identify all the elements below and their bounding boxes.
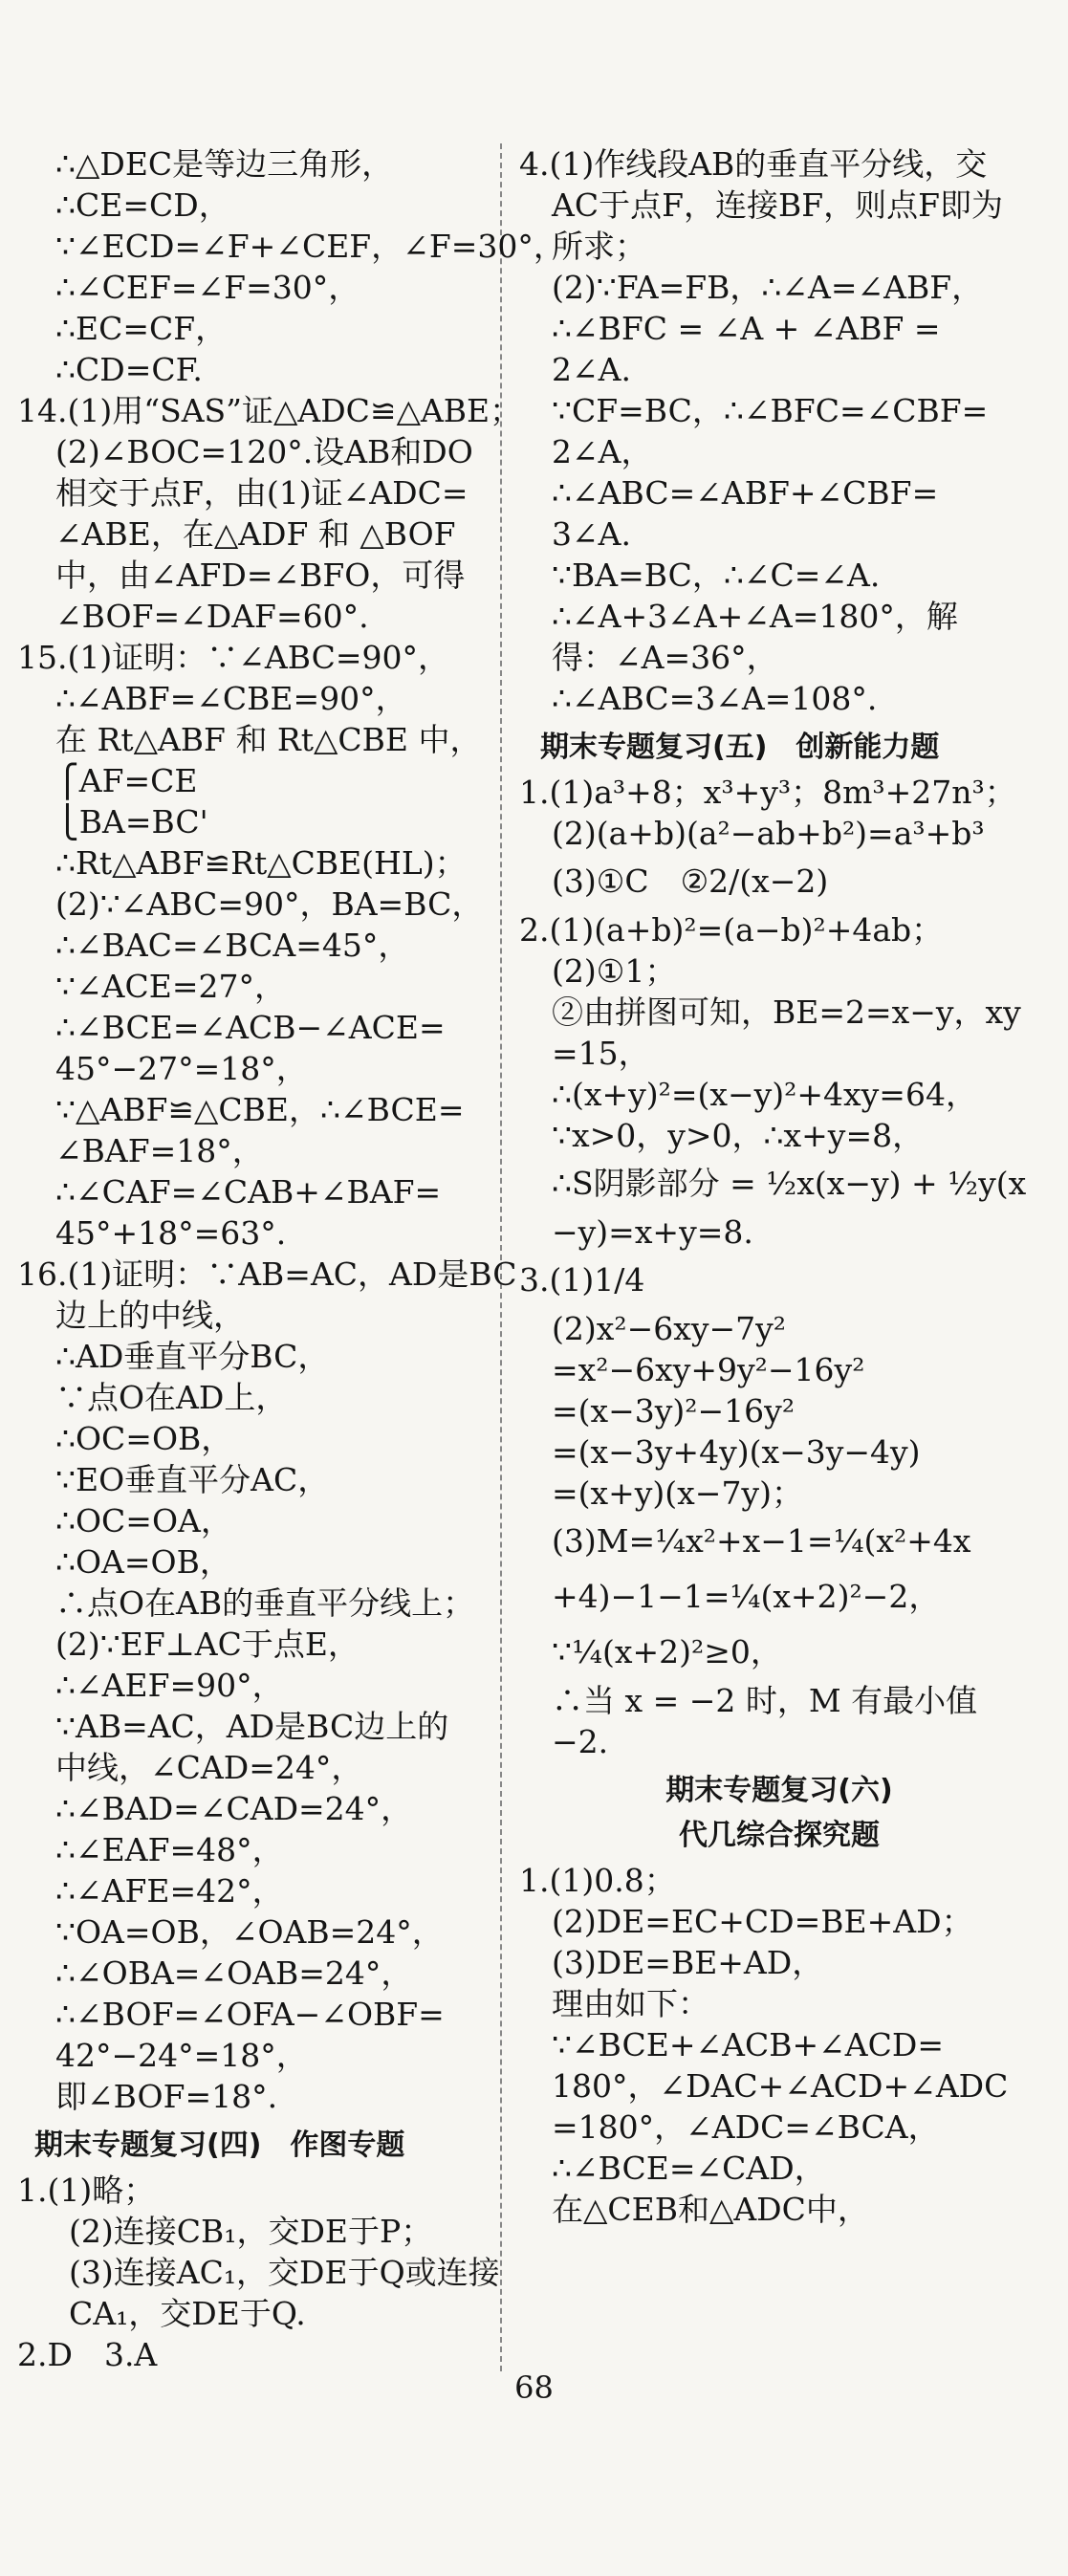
answer-line: (3)DE=BE+AD， <box>552 1944 824 1981</box>
section-heading-6-title: 期末专题复习(六) <box>665 1774 893 1807</box>
answer-line: ∠BAF=18°， <box>55 1132 264 1169</box>
answer-line: ∴(x+y)²=(x−y)²+4xy=64， <box>552 1076 977 1113</box>
section-heading-6-subtitle: 代几综合探究题 <box>679 1819 880 1852</box>
answer-line: ∴OC=OA， <box>55 1502 232 1539</box>
answer-line: =(x−3y)²−16y² <box>552 1392 796 1430</box>
answer-line: 45°+18°=63°. <box>55 1214 287 1252</box>
right-answer-lines-a <box>512 143 1047 719</box>
right-column <box>512 143 1047 2230</box>
answer-line: ∴∠BFC = ∠A + ∠ABF = <box>552 310 941 347</box>
answer-line: 相交于点F，由(1)证∠ADC= <box>55 474 469 512</box>
answer-line: ∵x>0，y>0，∴x+y=8， <box>552 1117 925 1154</box>
answer-line: 在 Rt△ABF 和 Rt△CBE 中， <box>55 721 482 758</box>
answer-line: ∴∠BAC=∠BCA=45°， <box>55 927 410 964</box>
answer-line: ∴∠ABC=∠ABF+∠CBF= <box>552 474 939 512</box>
answer-line: −2. <box>552 1723 609 1760</box>
answer-line: (2)DE=EC+CD=BE+AD； <box>552 1903 973 1940</box>
answer-line: ∴∠BAD=∠CAD=24°， <box>55 1790 413 1827</box>
answer-line: CA₁，交DE于Q. <box>69 2295 306 2332</box>
answer-line: 边上的中线， <box>55 1297 245 1334</box>
answer-line: ∴∠BCE=∠ACB−∠ACE= <box>55 1009 446 1046</box>
answer-line: 1.(1)a³+8；x³+y³；8m³+27n³； <box>519 774 1016 811</box>
answer-line: ∴∠OBA=∠OAB=24°， <box>55 1954 413 1992</box>
answer-line: ②由拼图可知，BE=2=x−y，xy <box>552 993 1021 1031</box>
answer-line: 2∠A. <box>552 351 631 388</box>
answer-line: ∴CE=CD， <box>55 186 230 224</box>
section-heading-4: 期末专题复习(四) 作图专题 <box>34 2128 405 2162</box>
answer-line: ∴CD=CF. <box>55 351 203 388</box>
answer-line: ∴∠BOF=∠OFA−∠OBF= <box>55 1996 445 2033</box>
answer-line: ∴当 x = −2 时，M 有最小值 <box>552 1682 978 1719</box>
answer-line: (2)∠BOC=120°.设AB和DO <box>55 433 473 470</box>
answer-line: ∴∠AFE=42°， <box>55 1872 284 1910</box>
answer-line: =15， <box>552 1035 650 1072</box>
answer-line: 2.D 3.A <box>17 2336 158 2373</box>
right-answer-lines-c <box>512 1860 1047 2230</box>
answer-line: 15.(1)证明：∵∠ABC=90°， <box>17 639 449 676</box>
answer-line: 在△CEB和△ADC中， <box>552 2191 869 2228</box>
answer-line: 45°−27°=18°， <box>55 1050 308 1087</box>
answer-line: ∴OA=OB， <box>55 1543 231 1581</box>
answer-line: 1.(1)0.8； <box>519 1862 676 1899</box>
answer-line: (3)连接AC₁，交DE于Q或连接 <box>69 2254 500 2291</box>
answer-line: (2)连接CB₁，交DE于P； <box>69 2213 433 2250</box>
answer-line: AC于点F，连接BF，则点F即为 <box>552 186 1004 224</box>
answer-line: ∵AB=AC，AD是BC边上的 <box>55 1708 449 1745</box>
answer-line: (3)M=¼x²+x−1=¼(x²+4x <box>552 1522 971 1560</box>
page-number: 68 <box>514 2369 554 2406</box>
answer-line: ∵EO垂直平分AC， <box>55 1461 330 1498</box>
answer-line: =(x+y)(x−7y)； <box>552 1474 803 1512</box>
answer-line: 得：∠A=36°， <box>552 639 778 676</box>
answer-line: ∵∠ACE=27°， <box>55 968 286 1005</box>
left-column <box>0 143 565 2375</box>
answer-line: 2∠A， <box>552 433 653 470</box>
answer-line: 4.(1)作线段AB的垂直平分线，交 <box>519 145 988 183</box>
answer-line: ∠BOF=∠DAF=60°. <box>55 598 369 635</box>
answer-line: (3)①C ②2/(x−2) <box>552 862 829 900</box>
answer-line: 2.(1)(a+b)²=(a−b)²+4ab； <box>519 911 944 949</box>
answer-line: 所求； <box>552 228 646 265</box>
answer-line: ∴Rt△ABF≌Rt△CBE(HL)； <box>55 844 467 882</box>
answer-line: ∴EC=CF， <box>55 310 228 347</box>
answer-line: ∴∠CAF=∠CAB+∠BAF= <box>55 1173 442 1211</box>
answer-line: ∵△ABF≌△CBE，∴∠BCE= <box>55 1091 465 1128</box>
answer-line: ∴∠CEF=∠F=30°， <box>55 269 360 306</box>
section-heading-5: 期末专题复习(五) 创新能力题 <box>540 731 940 764</box>
answer-line: ∠ABE，在△ADF 和 △BOF <box>55 515 456 553</box>
answer-line: 180°，∠DAC+∠ACD+∠ADC <box>552 2067 1009 2105</box>
answer-line: =180°，∠ADC=∠BCA， <box>552 2108 940 2146</box>
answer-line: 3.(1)1/4 <box>519 1261 645 1299</box>
answer-line: (2)∵EF⊥AC于点E， <box>55 1626 360 1663</box>
answer-line: ∴△DEC是等边三角形， <box>55 145 394 183</box>
left-answer-lines-after <box>0 2170 500 2375</box>
answer-line: ∵CF=BC，∴∠BFC=∠CBF= <box>552 392 989 429</box>
answer-line: =x²−6xy+9y²−16y² <box>552 1351 865 1388</box>
answer-line: ∴点O在AB的垂直平分线上； <box>55 1584 475 1622</box>
answer-line: 3∠A. <box>552 515 631 553</box>
answer-line: (2)①1； <box>552 952 677 990</box>
answer-line: ∵OA=OB，∠OAB=24°， <box>55 1913 444 1951</box>
answer-line: ∵BA=BC，∴∠C=∠A. <box>552 557 881 594</box>
answer-line: ⎩BA=BC' <box>55 803 208 840</box>
answer-line: ∴OC=OB， <box>55 1420 233 1457</box>
answer-line: ∴∠AEF=90°， <box>55 1667 284 1704</box>
answer-line: 16.(1)证明：∵AB=AC，AD是BC <box>17 1255 517 1293</box>
right-answer-lines-b <box>512 772 1047 1762</box>
answer-line: ∴∠A+3∠A+∠A=180°，解 <box>552 598 958 635</box>
answer-line: 中，由∠AFD=∠BFO，可得 <box>55 557 466 594</box>
answer-line: 即∠BOF=18°. <box>55 2078 278 2115</box>
answer-line: (2)x²−6xy−7y² <box>552 1310 787 1347</box>
answer-line: 42°−24°=18°， <box>55 2037 308 2074</box>
answer-line: 1.(1)略； <box>17 2172 156 2209</box>
answer-line: ∵点O在AD上， <box>55 1379 288 1416</box>
answer-line: (2)∵∠ABC=90°，BA=BC， <box>55 885 484 923</box>
answer-line: ∵∠BCE+∠ACB+∠ACD= <box>552 2026 944 2063</box>
answer-line: ∴∠EAF=48°， <box>55 1831 284 1868</box>
answer-line: (2)∵FA=FB，∴∠A=∠ABF， <box>552 269 984 306</box>
answer-line: =(x−3y+4y)(x−3y−4y) <box>552 1433 921 1471</box>
answer-line: ∵∠ECD=∠F+∠CEF，∠F=30°， <box>55 228 565 265</box>
answer-line: −y)=x+y=8. <box>552 1213 753 1251</box>
left-answer-lines <box>0 143 565 2117</box>
answer-line: ∴∠ABF=∠CBE=90°， <box>55 680 407 717</box>
answer-line: ∴∠BCE=∠CAD， <box>552 2150 826 2187</box>
answer-line: 理由如下： <box>552 1985 709 2022</box>
answer-line: 中线，∠CAD=24°， <box>55 1749 363 1786</box>
answer-line: ∴∠ABC=3∠A=108°. <box>552 680 878 717</box>
answer-line: +4)−1−1=¼(x+2)²−2， <box>552 1578 941 1615</box>
answer-line: ∴AD垂直平分BC， <box>55 1338 330 1375</box>
answer-line: (2)(a+b)(a²−ab+b²)=a³+b³ <box>552 815 985 852</box>
answer-line: 14.(1)用“SAS”证△ADC≌△ABE； <box>17 392 522 429</box>
answer-line: ∴S阴影部分 = ½x(x−y) + ½y(x <box>552 1165 1027 1202</box>
answer-line: ⎧AF=CE <box>55 762 198 799</box>
answer-line: ∵¼(x+2)²≥0， <box>552 1633 782 1670</box>
